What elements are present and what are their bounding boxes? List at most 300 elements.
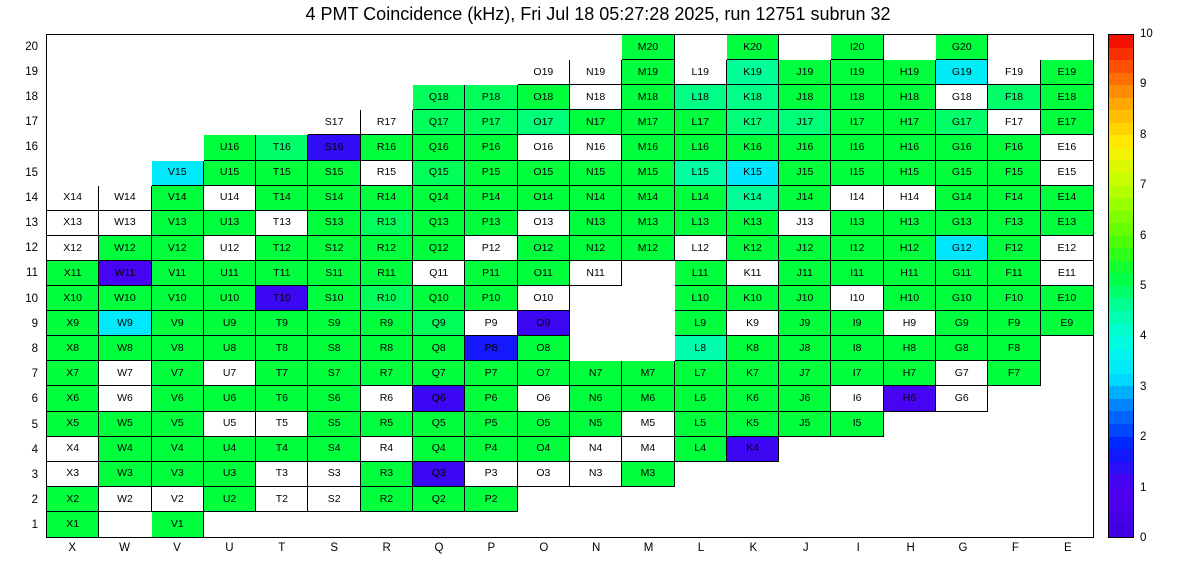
heatmap-cell-empty	[622, 487, 674, 512]
heatmap-cell-empty	[779, 35, 831, 60]
heatmap-cell: O11	[518, 261, 570, 286]
heatmap-cell: W13	[99, 211, 151, 236]
heatmap-cell: Q16	[413, 135, 465, 160]
heatmap-cell: L15	[675, 161, 727, 186]
heatmap-cell-empty	[988, 487, 1040, 512]
heatmap-cell: U13	[204, 211, 256, 236]
heatmap-cell: J8	[779, 336, 831, 361]
heatmap-cell: F14	[988, 186, 1040, 211]
heatmap-cell: Q2	[413, 487, 465, 512]
heatmap-cell: E12	[1041, 236, 1093, 261]
heatmap-cell-empty	[99, 161, 151, 186]
heatmap-cell: N11	[570, 261, 622, 286]
x-tick-W: W	[119, 542, 131, 554]
heatmap-cell: R3	[361, 462, 413, 487]
heatmap-cell: G18	[936, 85, 988, 110]
colorbar-tick-3: 3	[1140, 380, 1147, 393]
heatmap-cell: T5	[256, 412, 308, 437]
heatmap-cell-empty	[1041, 35, 1093, 60]
heatmap-cell: R11	[361, 261, 413, 286]
heatmap-cell: W11	[99, 261, 151, 286]
heatmap-cell-empty	[308, 85, 360, 110]
heatmap-cell-empty	[779, 512, 831, 537]
heatmap-cell-empty	[308, 60, 360, 85]
heatmap-cell: H12	[884, 236, 936, 261]
heatmap-cell: R16	[361, 135, 413, 160]
heatmap-cell-empty	[1041, 462, 1093, 487]
heatmap-cell: G19	[936, 60, 988, 85]
heatmap-cell-empty	[1041, 361, 1093, 386]
heatmap-cell: K12	[727, 236, 779, 261]
heatmap-cell: R10	[361, 286, 413, 311]
heatmap-cell-empty	[465, 35, 517, 60]
heatmap-cell: T9	[256, 311, 308, 336]
heatmap-cell: K19	[727, 60, 779, 85]
heatmap-cell: S4	[308, 437, 360, 462]
heatmap-cell: I16	[831, 135, 883, 160]
heatmap-cell: W7	[99, 361, 151, 386]
heatmap-cell: G17	[936, 110, 988, 135]
colorbar-tick-5: 5	[1140, 280, 1147, 292]
heatmap-cell: X4	[47, 437, 99, 462]
heatmap-cell: W6	[99, 386, 151, 411]
heatmap-cell-empty	[256, 85, 308, 110]
heatmap-cell: X7	[47, 361, 99, 386]
heatmap-cell: L9	[675, 311, 727, 336]
heatmap-cell: Q18	[413, 85, 465, 110]
colorbar-segment	[1109, 499, 1133, 512]
heatmap-cell-empty	[831, 487, 883, 512]
colorbar-segment	[1109, 248, 1133, 261]
colorbar-segment	[1109, 186, 1133, 199]
heatmap-cell-empty	[465, 512, 517, 537]
heatmap-cell: T6	[256, 386, 308, 411]
heatmap-cell: F7	[988, 361, 1040, 386]
heatmap-cell: M4	[622, 437, 674, 462]
heatmap-cell-empty	[988, 412, 1040, 437]
heatmap-cell-empty	[47, 110, 99, 135]
heatmap-cell: W14	[99, 186, 151, 211]
heatmap-cell: S14	[308, 186, 360, 211]
colorbar-segment	[1109, 35, 1133, 48]
colorbar-segment	[1109, 60, 1133, 73]
heatmap-cell: R14	[361, 186, 413, 211]
heatmap-cell: G10	[936, 286, 988, 311]
heatmap-cell: N18	[570, 85, 622, 110]
colorbar-segment	[1109, 449, 1133, 462]
heatmap-cell: F16	[988, 135, 1040, 160]
y-tick-8: 8	[31, 343, 38, 355]
heatmap-cell-empty	[256, 35, 308, 60]
heatmap-cell: O8	[518, 336, 570, 361]
heatmap-cell: N19	[570, 60, 622, 85]
heatmap-cell: E13	[1041, 211, 1093, 236]
heatmap-cell-empty	[884, 512, 936, 537]
heatmap-cell: G8	[936, 336, 988, 361]
heatmap-cell-empty	[831, 512, 883, 537]
heatmap-cell: K18	[727, 85, 779, 110]
heatmap-cell: X6	[47, 386, 99, 411]
colorbar-segment	[1109, 261, 1133, 274]
heatmap-cell: I19	[831, 60, 883, 85]
heatmap-cell: H7	[884, 361, 936, 386]
heatmap-cell: I7	[831, 361, 883, 386]
heatmap-cell-empty	[675, 512, 727, 537]
heatmap-cell: X3	[47, 462, 99, 487]
x-tick-T: T	[278, 542, 286, 554]
colorbar-tick-6: 6	[1140, 229, 1147, 242]
heatmap-cell: I20	[831, 35, 883, 60]
heatmap-cell: M17	[622, 110, 674, 135]
heatmap-cell: I17	[831, 110, 883, 135]
colorbar-segment	[1109, 336, 1133, 349]
heatmap-cell: N16	[570, 135, 622, 160]
heatmap-cell: H11	[884, 261, 936, 286]
heatmap-cell-empty	[570, 512, 622, 537]
x-tick-E: E	[1063, 542, 1072, 554]
heatmap-cell: J16	[779, 135, 831, 160]
heatmap-grid	[46, 34, 1094, 538]
heatmap-cell: F8	[988, 336, 1040, 361]
x-tick-Q: Q	[434, 542, 444, 554]
heatmap-cell: L13	[675, 211, 727, 236]
heatmap-cell-empty	[622, 336, 674, 361]
heatmap-cell: E19	[1041, 60, 1093, 85]
heatmap-cell: H6	[884, 386, 936, 411]
heatmap-cell: E10	[1041, 286, 1093, 311]
heatmap-cell: E14	[1041, 186, 1093, 211]
y-tick-7: 7	[31, 368, 38, 381]
heatmap-cell: F12	[988, 236, 1040, 261]
heatmap-cell: H10	[884, 286, 936, 311]
heatmap-cell: R9	[361, 311, 413, 336]
heatmap-cell: T7	[256, 361, 308, 386]
page-title: 4 PMT Coincidence (kHz), Fri Jul 18 05:27:28 2025, run 12751 subrun 32	[305, 4, 891, 24]
y-axis-tick-labels	[0, 34, 44, 538]
heatmap-cell: R7	[361, 361, 413, 386]
colorbar-segment	[1109, 349, 1133, 362]
heatmap-cell: G9	[936, 311, 988, 336]
colorbar-segment	[1109, 437, 1133, 450]
heatmap-cell: M15	[622, 161, 674, 186]
heatmap-cell-empty	[152, 85, 204, 110]
heatmap-cell: P14	[465, 186, 517, 211]
heatmap-cell: Q8	[413, 336, 465, 361]
colorbar-segment	[1109, 98, 1133, 111]
colorbar-segment	[1109, 48, 1133, 61]
heatmap-cell: X1	[47, 512, 99, 537]
colorbar-segment	[1109, 524, 1133, 537]
colorbar-segment	[1109, 73, 1133, 86]
heatmap-cell-empty	[204, 35, 256, 60]
heatmap-cell-empty	[936, 487, 988, 512]
heatmap-cell-empty	[47, 60, 99, 85]
heatmap-cell: H16	[884, 135, 936, 160]
heatmap-cell: P13	[465, 211, 517, 236]
heatmap-cell: W5	[99, 412, 151, 437]
heatmap-cell: K15	[727, 161, 779, 186]
heatmap-cell-empty	[570, 336, 622, 361]
heatmap-cell: U10	[204, 286, 256, 311]
x-axis-tick-labels	[46, 542, 1094, 562]
heatmap-cell: R4	[361, 437, 413, 462]
heatmap-cell: O6	[518, 386, 570, 411]
heatmap-cell: J18	[779, 85, 831, 110]
heatmap-cell: J7	[779, 361, 831, 386]
heatmap-cell: T16	[256, 135, 308, 160]
y-tick-12: 12	[25, 242, 38, 255]
heatmap-cell: Q3	[413, 462, 465, 487]
heatmap-cell-empty	[1041, 386, 1093, 411]
heatmap-cell-empty	[518, 512, 570, 537]
heatmap-cell-empty	[256, 512, 308, 537]
heatmap-cell: N15	[570, 161, 622, 186]
heatmap-cell: O17	[518, 110, 570, 135]
heatmap-cell: U9	[204, 311, 256, 336]
heatmap-cell: Q11	[413, 261, 465, 286]
heatmap-cell: S16	[308, 135, 360, 160]
heatmap-cell-empty	[47, 35, 99, 60]
heatmap-cell: U7	[204, 361, 256, 386]
heatmap-cell: I9	[831, 311, 883, 336]
heatmap-cell: S11	[308, 261, 360, 286]
heatmap-cell: V10	[152, 286, 204, 311]
heatmap-cell: O10	[518, 286, 570, 311]
x-tick-O: O	[539, 542, 549, 554]
heatmap-cell: P6	[465, 386, 517, 411]
y-tick-20: 20	[25, 40, 38, 53]
heatmap-cell: V15	[152, 161, 204, 186]
heatmap-cell-empty	[936, 512, 988, 537]
x-tick-L: L	[697, 542, 705, 554]
heatmap-cell: L16	[675, 135, 727, 160]
heatmap-cell: U12	[204, 236, 256, 261]
heatmap-cell: M20	[622, 35, 674, 60]
heatmap-cell: K16	[727, 135, 779, 160]
heatmap-cell-empty	[570, 35, 622, 60]
heatmap-cell: T15	[256, 161, 308, 186]
y-tick-15: 15	[25, 166, 38, 179]
heatmap-cell-empty	[884, 437, 936, 462]
colorbar-tick-labels	[1138, 28, 1178, 544]
heatmap-cell: E17	[1041, 110, 1093, 135]
heatmap-cell-empty	[831, 462, 883, 487]
heatmap-cell: I10	[831, 286, 883, 311]
heatmap-cell: O16	[518, 135, 570, 160]
heatmap-cell: T12	[256, 236, 308, 261]
heatmap-cell-empty	[152, 135, 204, 160]
heatmap-cell: O18	[518, 85, 570, 110]
heatmap-cell: O13	[518, 211, 570, 236]
heatmap-cell: E11	[1041, 261, 1093, 286]
heatmap-cell: N12	[570, 236, 622, 261]
colorbar-tick-9: 9	[1140, 78, 1147, 91]
heatmap-cell: H13	[884, 211, 936, 236]
heatmap-cell: M16	[622, 135, 674, 160]
colorbar-tick-2: 2	[1140, 431, 1147, 444]
heatmap-cell: I5	[831, 412, 883, 437]
heatmap-cell: N7	[570, 361, 622, 386]
heatmap-cell: O3	[518, 462, 570, 487]
heatmap-cell: W4	[99, 437, 151, 462]
heatmap-cell: G12	[936, 236, 988, 261]
heatmap-cell: G14	[936, 186, 988, 211]
heatmap-cell-empty	[622, 311, 674, 336]
heatmap-cell: T2	[256, 487, 308, 512]
colorbar-segment	[1109, 487, 1133, 500]
heatmap-cell: S6	[308, 386, 360, 411]
heatmap-cell: T3	[256, 462, 308, 487]
colorbar-tick-0: 0	[1140, 532, 1147, 544]
heatmap-cell-empty	[204, 60, 256, 85]
heatmap-cell: J5	[779, 412, 831, 437]
colorbar-segment	[1109, 298, 1133, 311]
heatmap-cell-empty	[570, 487, 622, 512]
heatmap-cell: J11	[779, 261, 831, 286]
heatmap-cell: J9	[779, 311, 831, 336]
heatmap-cell: V7	[152, 361, 204, 386]
heatmap-cell: V9	[152, 311, 204, 336]
heatmap-cell: Q10	[413, 286, 465, 311]
colorbar-segment	[1109, 236, 1133, 249]
heatmap-cell: W2	[99, 487, 151, 512]
heatmap-cell: P18	[465, 85, 517, 110]
heatmap-cell: U16	[204, 135, 256, 160]
heatmap-cell: P16	[465, 135, 517, 160]
heatmap-cell-empty	[1041, 487, 1093, 512]
colorbar-segment	[1109, 123, 1133, 136]
heatmap-cell: L5	[675, 412, 727, 437]
x-tick-F: F	[1011, 542, 1019, 554]
y-tick-11: 11	[26, 267, 38, 280]
heatmap-cell: I15	[831, 161, 883, 186]
heatmap-cell: X11	[47, 261, 99, 286]
heatmap-cell: F9	[988, 311, 1040, 336]
heatmap-cell-empty	[413, 35, 465, 60]
heatmap-cell: P10	[465, 286, 517, 311]
heatmap-cell: V4	[152, 437, 204, 462]
colorbar-segment	[1109, 474, 1133, 487]
colorbar-segment	[1109, 324, 1133, 337]
heatmap-cell: R15	[361, 161, 413, 186]
colorbar-segment	[1109, 110, 1133, 123]
heatmap-cell: U11	[204, 261, 256, 286]
heatmap-cell: O5	[518, 412, 570, 437]
heatmap-cell-empty	[1041, 512, 1093, 537]
heatmap-cell-empty	[936, 412, 988, 437]
heatmap-cell-empty	[361, 85, 413, 110]
heatmap-cell: L10	[675, 286, 727, 311]
heatmap-cell: M19	[622, 60, 674, 85]
heatmap-cell: L14	[675, 186, 727, 211]
heatmap-cell-empty	[204, 110, 256, 135]
y-tick-6: 6	[31, 393, 38, 406]
heatmap-cell: L7	[675, 361, 727, 386]
heatmap-cell-empty	[675, 462, 727, 487]
colorbar-tick-8: 8	[1140, 128, 1147, 141]
heatmap-cell: M12	[622, 236, 674, 261]
colorbar-tick-1: 1	[1140, 481, 1147, 494]
heatmap-cell-empty	[675, 35, 727, 60]
heatmap-cell: L8	[675, 336, 727, 361]
heatmap-cell: R13	[361, 211, 413, 236]
heatmap-cell: U6	[204, 386, 256, 411]
y-tick-1: 1	[31, 519, 38, 532]
heatmap-cell: I12	[831, 236, 883, 261]
heatmap-cell: I11	[831, 261, 883, 286]
heatmap-cell-empty	[727, 512, 779, 537]
heatmap-cell: W3	[99, 462, 151, 487]
heatmap-cell-empty	[988, 35, 1040, 60]
colorbar-segment	[1109, 512, 1133, 525]
colorbar-segment	[1109, 273, 1133, 286]
heatmap-cell: T11	[256, 261, 308, 286]
heatmap-cell: K8	[727, 336, 779, 361]
y-tick-16: 16	[25, 141, 38, 154]
heatmap-cell: J6	[779, 386, 831, 411]
heatmap-cell: M18	[622, 85, 674, 110]
heatmap-cell: H19	[884, 60, 936, 85]
heatmap-cell: E9	[1041, 311, 1093, 336]
colorbar-segment	[1109, 198, 1133, 211]
y-tick-17: 17	[25, 116, 38, 129]
heatmap-cell: M13	[622, 211, 674, 236]
y-tick-2: 2	[31, 494, 38, 507]
heatmap-cell: R8	[361, 336, 413, 361]
colorbar-tick-7: 7	[1140, 179, 1147, 192]
heatmap-cell: K14	[727, 186, 779, 211]
x-tick-I: I	[856, 542, 860, 554]
heatmap-cell: K20	[727, 35, 779, 60]
heatmap-cell: Q4	[413, 437, 465, 462]
colorbar-segment	[1109, 311, 1133, 324]
heatmap-cell-empty	[518, 487, 570, 512]
heatmap-cell: P3	[465, 462, 517, 487]
heatmap-cell: Q9	[413, 311, 465, 336]
x-tick-V: V	[173, 542, 181, 554]
heatmap-cell: V8	[152, 336, 204, 361]
heatmap-cell-empty	[622, 286, 674, 311]
heatmap-cell: J14	[779, 186, 831, 211]
heatmap-cell-empty	[413, 60, 465, 85]
heatmap-cell-empty	[1041, 437, 1093, 462]
heatmap-cell: R17	[361, 110, 413, 135]
heatmap-cell: H9	[884, 311, 936, 336]
heatmap-cell-empty	[1041, 412, 1093, 437]
heatmap-cell: Q14	[413, 186, 465, 211]
heatmap-cell: L4	[675, 437, 727, 462]
heatmap-cell: M7	[622, 361, 674, 386]
heatmap-cell-empty	[47, 85, 99, 110]
heatmap-cell: N14	[570, 186, 622, 211]
heatmap-cell-empty	[779, 437, 831, 462]
heatmap-cell: K9	[727, 311, 779, 336]
heatmap-cell-empty	[256, 60, 308, 85]
heatmap-cell: Q6	[413, 386, 465, 411]
x-tick-R: R	[382, 542, 391, 554]
colorbar-segment	[1109, 411, 1133, 424]
heatmap-cell-empty	[152, 35, 204, 60]
heatmap-cell: F17	[988, 110, 1040, 135]
y-tick-3: 3	[31, 469, 38, 481]
heatmap-cell: V2	[152, 487, 204, 512]
heatmap-cell: N3	[570, 462, 622, 487]
heatmap-cell: J13	[779, 211, 831, 236]
heatmap-cell: G20	[936, 35, 988, 60]
heatmap-cell: U4	[204, 437, 256, 462]
heatmap-cell: V1	[152, 512, 204, 537]
x-tick-H: H	[906, 542, 915, 554]
